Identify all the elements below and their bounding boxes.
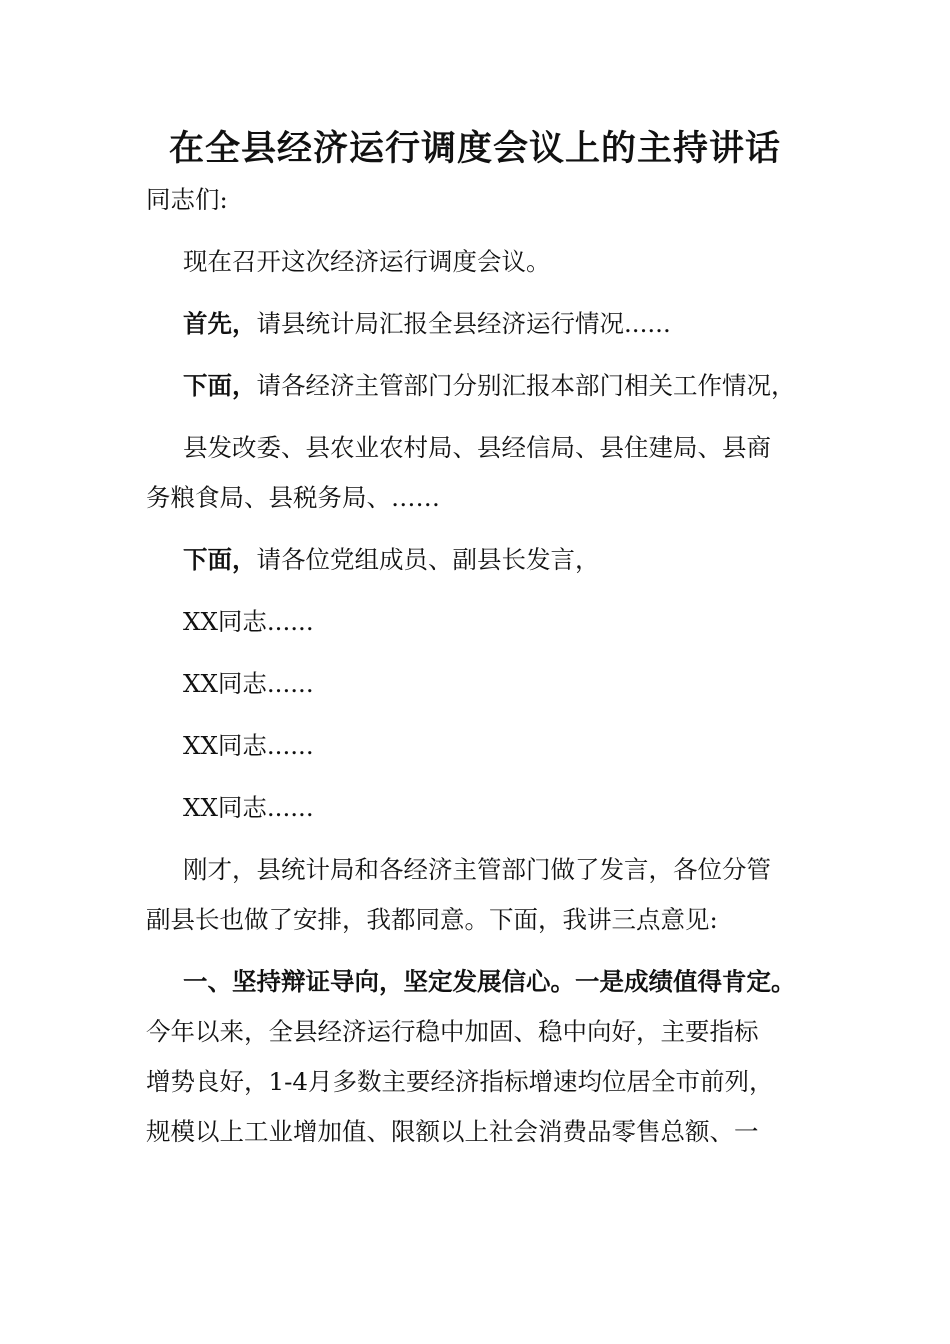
paragraph-lead: 首先， xyxy=(183,309,257,338)
paragraph-first xyxy=(146,299,836,349)
paragraph-next-speakers xyxy=(146,535,836,585)
section-text-line: 规模以上工业增加值、限额以上社会消费品零售总额、一 xyxy=(146,1117,759,1146)
speaker-line: XX同志...... xyxy=(183,607,314,636)
salutation: 同志们: xyxy=(146,185,228,214)
paragraph-text: 请各位党组成员、副县长发言， xyxy=(256,545,600,574)
speaker-line: XX同志...... xyxy=(183,669,314,698)
paragraph-text: 请各经济主管部门分别汇报本部门相关工作情况， xyxy=(256,371,796,400)
paragraph-summary-line1: 刚才，县统计局和各经济主管部门做了发言，各位分管 xyxy=(183,855,771,884)
paragraph-department-list-line2: 务粮食局、县税务局、…… xyxy=(146,483,440,512)
paragraph-next-departments xyxy=(146,361,836,411)
paragraph-department-list-line1: 县发改委、县农业农村局、县经信局、县住建局、县商 xyxy=(183,433,771,462)
page-title: 在全县经济运行调度会议上的主持讲话 xyxy=(168,128,781,169)
paragraph-lead: 下面， xyxy=(183,371,257,400)
document-body xyxy=(146,175,836,1157)
section-text-line: 今年以来，全县经济运行稳中加固、稳中向好，主要指标 xyxy=(146,1017,759,1046)
paragraph-text: 请县统计局汇报全县经济运行情况...... xyxy=(256,309,671,338)
paragraph-summary-line2: 副县长也做了安排，我都同意。下面，我讲三点意见: xyxy=(146,905,718,934)
section-heading: 一、坚持辩证导向，坚定发展信心。一是成绩值得肯定。 xyxy=(183,967,796,996)
speaker-line: XX同志...... xyxy=(183,731,314,760)
speaker-line: XX同志...... xyxy=(183,793,314,822)
paragraph-lead: 下面， xyxy=(183,545,257,574)
section-text-line: 增势良好，1-4月多数主要经济指标增速均位居全市前列， xyxy=(146,1067,774,1096)
paragraph-opening: 现在召开这次经济运行调度会议。 xyxy=(183,247,551,276)
